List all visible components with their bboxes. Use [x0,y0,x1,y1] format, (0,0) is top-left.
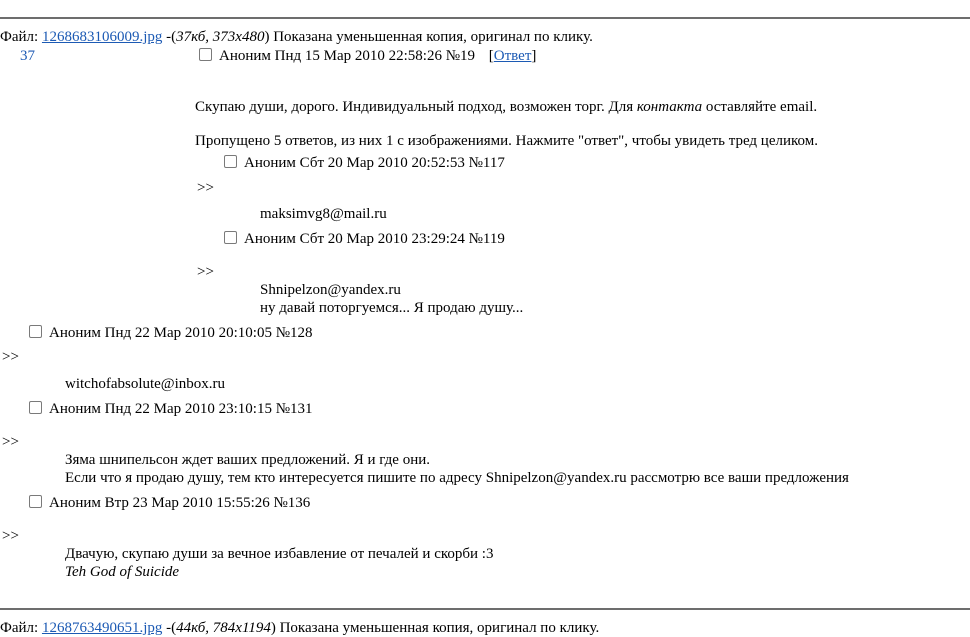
reply-arrows: >> [2,528,19,544]
op-header: Аноним Пнд 15 Мар 2010 22:58:26 №19 [Ответ] [199,48,536,65]
file-info: Файл: 1268763490651.jpg -(44кб, 784x1194) Показана уменьшенная копия, оригинал по клику. [0,620,600,636]
file-label: Файл: [0,620,39,636]
file-meta: 37кб, 373x480 [176,29,265,45]
bottom-separator [0,608,970,610]
reply-arrows: >> [197,264,214,280]
reply-header: Аноним Сбт 20 Мар 2010 20:52:53 №117 [224,155,505,172]
reply-arrows: >> [2,434,19,450]
reply-text: Если что я продаю душу, тем кто интересуется пишите по адресу Shnipelzon@yandex.ru рассмотрю все ваши предложения [65,470,849,486]
op-header-text: Аноним Пнд 15 Мар 2010 22:58:26 №19 [219,48,476,64]
reply-link[interactable]: Ответ [493,48,532,64]
post-checkbox[interactable] [29,495,42,508]
post-checkbox[interactable] [199,48,212,61]
top-separator [0,17,970,19]
reply-text: witchofabsolute@inbox.ru [65,376,226,392]
reply-arrows: >> [2,349,19,365]
reply-header: Аноним Пнд 22 Мар 2010 23:10:15 №131 [29,401,313,418]
file-info: Файл: 1268683106009.jpg -(37кб, 373x480) Показана уменьшенная копия, оригинал по клику. [0,29,593,45]
post-checkbox[interactable] [224,155,237,168]
file-link[interactable]: 1268683106009.jpg [41,29,163,45]
op-message: Скупаю души, дорого. Индивидуальный подход, возможен торг. Для контакта оставляйте email. [195,99,818,115]
reply-header: Аноним Пнд 22 Мар 2010 20:10:05 №128 [29,325,313,342]
reply-arrows: >> [197,180,214,196]
file-link[interactable]: 1268763490651.jpg [41,620,163,636]
reply-text: Зяма шнипельсон ждет ваших предложений. Я и где они. [65,452,431,468]
reply-header: Аноним Сбт 20 Мар 2010 23:29:24 №119 [224,231,505,248]
reply-signature: Teh God of Suicide [65,564,180,580]
omitted-notice: Пропущено 5 ответов, из них 1 с изображениями. Нажмите "ответ", чтобы увидеть тред целиком. [195,133,818,149]
reply-header: Аноним Втр 23 Мар 2010 15:55:26 №136 [29,495,310,512]
reply-text: Shnipelzon@yandex.ru [260,282,401,298]
reply-text: maksimvg8@mail.ru [260,206,387,222]
post-checkbox[interactable] [29,325,42,338]
thumbnail-image[interactable]: 37 [20,48,35,64]
reply-text: ну давай поторгуемся... Я продаю душу... [260,300,524,316]
post-checkbox[interactable] [29,401,42,414]
file-label: Файл: [0,29,39,45]
post-checkbox[interactable] [224,231,237,244]
file-meta: 44кб, 784x1194 [176,620,271,636]
reply-text: Двачую, скупаю души за вечное избавление от печалей и скорби :3 [65,546,494,562]
